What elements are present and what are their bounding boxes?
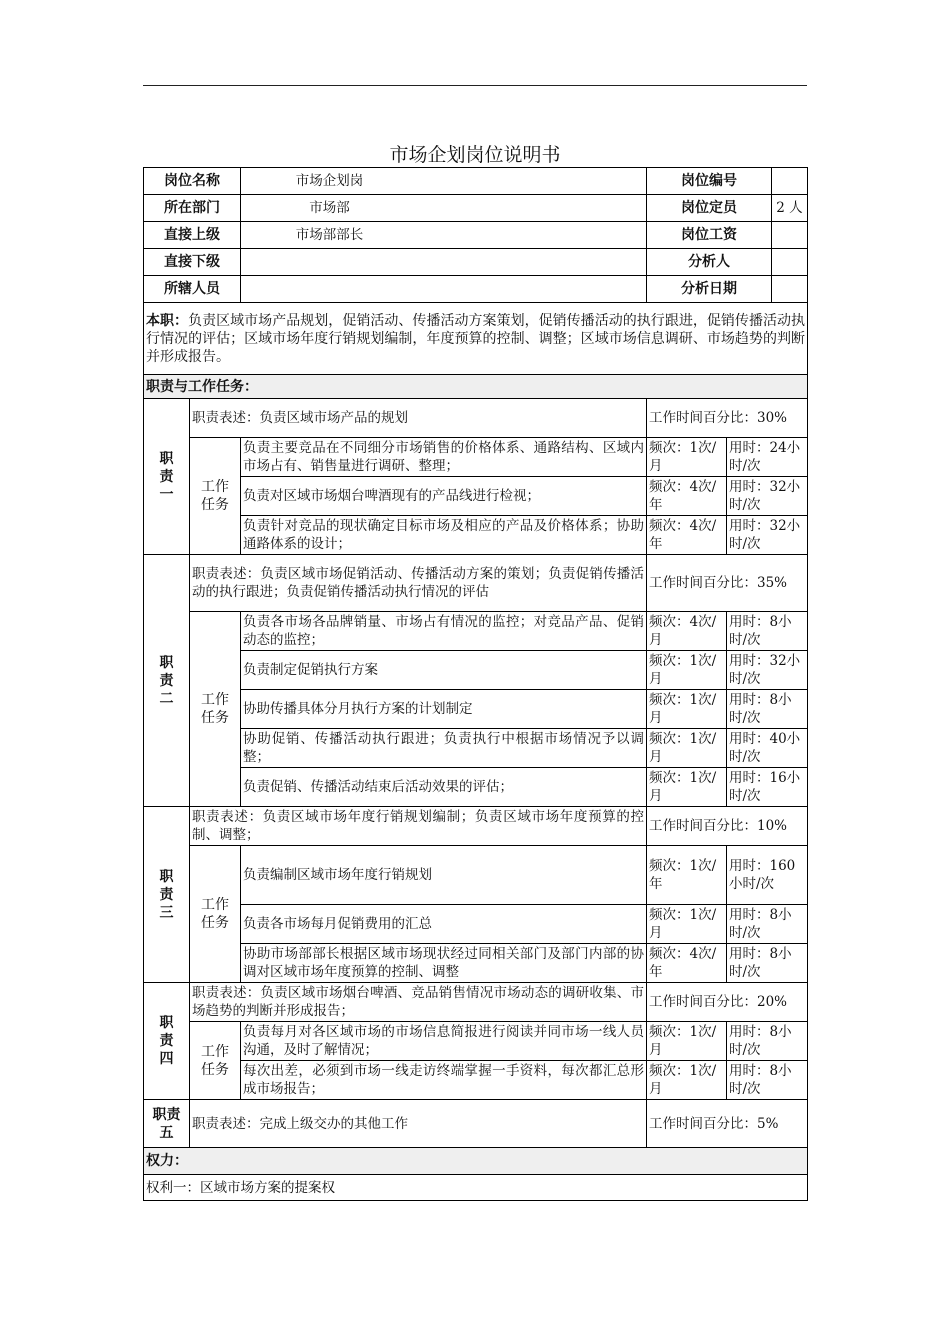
duty-3-task-label: 工作任务 — [190, 846, 241, 983]
value-subordinate — [241, 249, 647, 276]
task-row — [144, 729, 808, 768]
task-text: 每次出差，必须到市场一线走访终端掌握一手资料，每次都汇总形成市场报告； — [241, 1061, 647, 1100]
duty-statement-row — [144, 399, 808, 438]
value-department: 市场部 — [241, 195, 647, 222]
task-row — [144, 438, 808, 477]
task-duration: 用时：8小时/次 — [727, 944, 808, 983]
summary-text: 负责区域市场产品规划，促销活动、传播活动方案策划，促销传播活动的执行跟进，促销传播活动执行情况的评估；区域市场年度行销规划编制，年度预算的控制、调整；区域市场信息调研、市场趋势的判断并形成报告。 — [146, 312, 806, 365]
info-right-cell — [647, 195, 808, 222]
document-title: 市场企划岗位说明书 — [389, 144, 561, 166]
task-row — [144, 690, 808, 729]
duty-3-percent: 工作时间百分比：10% — [647, 807, 808, 846]
duty-1-statement: 职责表述：负责区域市场产品的规划 — [190, 399, 647, 438]
power-item: 权利一：区域市场方案的提案权 — [144, 1175, 808, 1201]
power-header: 权力： — [144, 1148, 808, 1175]
value-headcount: 2 人 — [776, 200, 803, 216]
power-header-row — [144, 1148, 808, 1175]
task-duration: 用时：24小时/次 — [727, 438, 808, 477]
task-row — [144, 846, 808, 905]
task-duration: 用时：8小时/次 — [727, 1022, 808, 1061]
info-right-cell — [647, 222, 808, 249]
task-text: 负责制定促销执行方案 — [241, 651, 647, 690]
duties-header-row — [144, 375, 808, 399]
task-row — [144, 1061, 808, 1100]
task-duration: 用时：8小时/次 — [727, 690, 808, 729]
header-rule — [143, 85, 807, 86]
duty-5-statement: 职责表述：完成上级交办的其他工作 — [190, 1100, 647, 1148]
info-row — [144, 168, 808, 195]
value-analyst — [772, 249, 807, 275]
duty-5-percent: 工作时间百分比：5% — [647, 1100, 808, 1148]
task-frequency: 频次：4次/年 — [647, 516, 727, 555]
task-frequency: 频次：1次/月 — [647, 729, 727, 768]
value-staff — [241, 276, 647, 303]
label-headcount: 岗位定员 — [647, 195, 772, 221]
task-row — [144, 612, 808, 651]
duty-statement-row — [144, 555, 808, 612]
info-row — [144, 276, 808, 303]
task-text: 协助市场部部长根据区域市场现状经过同相关部门及部门内部的协调对区域市场年度预算的控制、调整 — [241, 944, 647, 983]
duty-1-label: 职责一 — [144, 399, 190, 555]
task-text: 协助传播具体分月执行方案的计划制定 — [241, 690, 647, 729]
label-salary: 岗位工资 — [647, 222, 772, 248]
label-position-name: 岗位名称 — [144, 168, 241, 195]
duty-1-task-label: 工作任务 — [190, 438, 241, 555]
task-duration: 用时：8小时/次 — [727, 612, 808, 651]
job-summary — [144, 303, 808, 375]
task-frequency: 频次：1次/月 — [647, 438, 727, 477]
task-frequency: 频次：1次/月 — [647, 1022, 727, 1061]
task-text: 负责各市场各品牌销量、市场占有情况的监控；对竞品产品、促销动态的监控； — [241, 612, 647, 651]
task-text: 负责针对竞品的现状确定目标市场及相应的产品及价格体系；协助通路体系的设计； — [241, 516, 647, 555]
info-right-cell — [647, 276, 808, 303]
task-duration: 用时：32小时/次 — [727, 477, 808, 516]
task-frequency: 频次：1次/月 — [647, 690, 727, 729]
label-position-code: 岗位编号 — [647, 168, 772, 194]
task-frequency: 频次：1次/月 — [647, 905, 727, 944]
info-right-cell — [647, 168, 808, 195]
task-row — [144, 768, 808, 807]
duty-4-statement: 职责表述：负责区域市场烟台啤酒、竞品销售情况市场动态的调研收集、市场趋势的判断并形成报告； — [190, 983, 647, 1022]
task-duration: 用时：8小时/次 — [727, 1061, 808, 1100]
label-supervisor: 直接上级 — [144, 222, 241, 249]
duty-3-statement: 职责表述：负责区域市场年度行销规划编制；负责区域市场年度预算的控制、调整； — [190, 807, 647, 846]
task-frequency: 频次：1次/月 — [647, 651, 727, 690]
task-row — [144, 1022, 808, 1061]
duty-2-label: 职责二 — [144, 555, 190, 807]
task-row — [144, 477, 808, 516]
task-text: 负责促销、传播活动结束后活动效果的评估； — [241, 768, 647, 807]
label-staff: 所辖人员 — [144, 276, 241, 303]
duty-statement-row — [144, 983, 808, 1022]
task-text: 负责主要竞品在不同细分市场销售的价格体系、通路结构、区域内市场占有、销售量进行调研、整理； — [241, 438, 647, 477]
label-analysis-date: 分析日期 — [647, 276, 772, 302]
info-row — [144, 249, 808, 276]
task-duration: 用时：8小时/次 — [727, 905, 808, 944]
task-duration: 用时：160小时/次 — [727, 846, 808, 905]
duty-3-label: 职责三 — [144, 807, 190, 983]
value-position-name: 市场企划岗 — [241, 168, 647, 195]
duty-2-task-label: 工作任务 — [190, 612, 241, 807]
task-row — [144, 905, 808, 944]
value-analysis-date — [772, 276, 807, 302]
power-row — [144, 1175, 808, 1201]
task-frequency: 频次：1次/月 — [647, 768, 727, 807]
task-frequency: 频次：1次/年 — [647, 846, 727, 905]
task-row — [144, 516, 808, 555]
job-description-table — [143, 167, 808, 1201]
value-position-code — [772, 168, 807, 194]
task-duration: 用时：32小时/次 — [727, 516, 808, 555]
duty-4-task-label: 工作任务 — [190, 1022, 241, 1100]
task-text: 协助促销、传播活动执行跟进；负责执行中根据市场情况予以调整； — [241, 729, 647, 768]
label-analyst: 分析人 — [647, 249, 772, 275]
task-text: 负责各市场每月促销费用的汇总 — [241, 905, 647, 944]
info-row — [144, 195, 808, 222]
label-department: 所在部门 — [144, 195, 241, 222]
summary-row — [144, 303, 808, 375]
task-duration: 用时：16小时/次 — [727, 768, 808, 807]
summary-label: 本职： — [146, 312, 189, 329]
task-frequency: 频次：4次/年 — [647, 944, 727, 983]
duty-1-percent: 工作时间百分比：30% — [647, 399, 808, 438]
label-subordinate: 直接下级 — [144, 249, 241, 276]
duty-4-percent: 工作时间百分比：20% — [647, 983, 808, 1022]
task-row — [144, 944, 808, 983]
duty-4-label: 职责四 — [144, 983, 190, 1100]
task-text: 负责编制区域市场年度行销规划 — [241, 846, 647, 905]
task-row — [144, 651, 808, 690]
value-supervisor: 市场部部长 — [241, 222, 647, 249]
task-duration: 用时：32小时/次 — [727, 651, 808, 690]
task-text: 负责每月对各区域市场的市场信息简报进行阅读并同市场一线人员沟通，及时了解情况； — [241, 1022, 647, 1061]
duty-2-statement: 职责表述：负责区域市场促销活动、传播活动方案的策划；负责促销传播活动的执行跟进；负责促销传播活动执行情况的评估 — [190, 555, 647, 612]
duty-5-label: 职责五 — [144, 1100, 190, 1148]
info-row — [144, 222, 808, 249]
duty-statement-row — [144, 1100, 808, 1148]
duty-2-percent: 工作时间百分比：35% — [647, 555, 808, 612]
value-salary — [772, 222, 807, 248]
task-text: 负责对区域市场烟台啤酒现有的产品线进行检视； — [241, 477, 647, 516]
info-right-cell — [647, 249, 808, 276]
task-frequency: 频次：4次/年 — [647, 477, 727, 516]
duties-header: 职责与工作任务： — [144, 375, 808, 399]
task-frequency: 频次：4次/月 — [647, 612, 727, 651]
task-frequency: 频次：1次/月 — [647, 1061, 727, 1100]
duty-statement-row — [144, 807, 808, 846]
task-duration: 用时：40小时/次 — [727, 729, 808, 768]
